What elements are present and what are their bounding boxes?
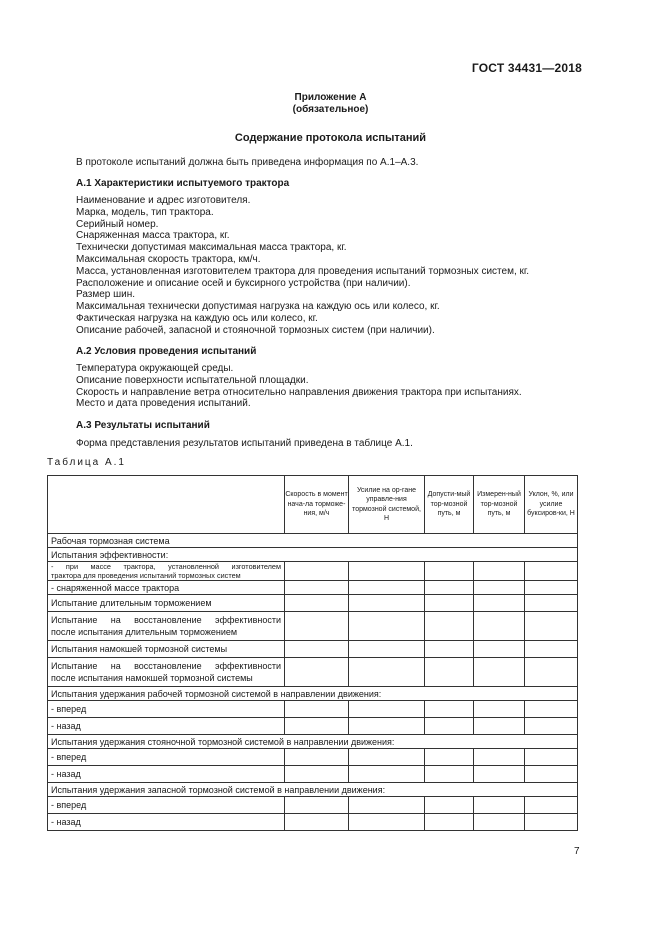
row-label: - снаряженной массе трактора (48, 581, 285, 595)
data-cell (525, 814, 578, 831)
data-cell (474, 562, 525, 581)
data-cell (425, 749, 474, 766)
table-row (48, 658, 578, 687)
data-cell (425, 718, 474, 735)
data-cell (474, 701, 525, 718)
data-cell (349, 701, 425, 718)
column-header: Уклон, %, или усилие буксиров-ки, Н (525, 476, 578, 534)
table-row (48, 701, 578, 718)
column-header: Усилие на ор-гане управле-ния тормозной системой, Н (349, 476, 425, 534)
data-cell (349, 797, 425, 814)
data-cell (285, 641, 349, 658)
data-cell (349, 562, 425, 581)
table-row (48, 718, 578, 735)
section-a2-heading: А.2 Условия проведения испытаний (76, 346, 257, 357)
data-cell (425, 814, 474, 831)
data-cell (425, 612, 474, 641)
data-cell (285, 595, 349, 612)
data-cell (525, 641, 578, 658)
list-item: Фактическая нагрузка на каждую ось или колесо, кг. (76, 312, 318, 324)
data-cell (285, 766, 349, 783)
data-cell (525, 562, 578, 581)
data-cell (349, 581, 425, 595)
list-item: Масса, установленная изготовителем трактора для проведения испытаний тормозных систем, кг. (76, 265, 530, 277)
data-cell (349, 612, 425, 641)
data-cell (525, 612, 578, 641)
table-row (48, 783, 578, 797)
data-cell (525, 718, 578, 735)
list-item: Скорость и направление ветра относительно направления движения трактора при испытаниях. (76, 386, 522, 398)
data-cell (425, 581, 474, 595)
data-cell (525, 581, 578, 595)
data-cell (525, 658, 578, 687)
data-cell (285, 797, 349, 814)
data-cell (425, 658, 474, 687)
data-cell (474, 814, 525, 831)
row-label (48, 562, 285, 581)
table-header-row (48, 476, 578, 534)
data-cell (285, 658, 349, 687)
data-cell (474, 612, 525, 641)
table-row (48, 814, 578, 831)
table-header-corner (48, 476, 285, 534)
data-cell (349, 766, 425, 783)
intro-paragraph: В протоколе испытаний должна быть приведена информация по А.1–А.3. (76, 157, 419, 168)
list-item: Снаряженная масса трактора, кг. (76, 230, 230, 242)
row-label: - вперед (48, 797, 285, 814)
data-cell (285, 562, 349, 581)
row-label: Испытание длительным торможением (48, 595, 285, 612)
table-row (48, 595, 578, 612)
results-table (47, 475, 578, 831)
document-title: Содержание протокола испытаний (234, 132, 427, 144)
table-row (48, 687, 578, 701)
row-label (48, 658, 285, 687)
data-cell (349, 718, 425, 735)
data-cell (285, 749, 349, 766)
data-cell (474, 718, 525, 735)
data-cell (525, 749, 578, 766)
table-section-label: Испытания удержания стояночной тормозной системой в направлении движения: (48, 735, 578, 749)
data-cell (425, 701, 474, 718)
column-header: Измерен-ный тор-мозной путь, м (474, 476, 525, 534)
data-cell (425, 595, 474, 612)
column-header: Скорость в момент нача-ла торможе-ния, м/ч (285, 476, 349, 534)
data-cell (474, 797, 525, 814)
data-cell (525, 797, 578, 814)
row-label (48, 612, 285, 641)
data-cell (349, 658, 425, 687)
section-a3-text: Форма представления результатов испытаний приведена в таблице А.1. (76, 438, 413, 449)
data-cell (285, 612, 349, 641)
list-item: Температура окружающей среды. (76, 363, 234, 374)
section-a1-heading: А.1 Характеристики испытуемого трактора (76, 178, 290, 189)
list-item: Серийный номер. (76, 218, 159, 230)
standard-code: ГОСТ 34431—2018 (471, 61, 582, 75)
section-a3-heading: А.3 Результаты испытаний (76, 420, 210, 431)
row-label-line: Испытание на восстановление эффективности (51, 615, 281, 625)
data-cell (525, 701, 578, 718)
table-row (48, 766, 578, 783)
row-label: - вперед (48, 749, 285, 766)
data-cell (474, 658, 525, 687)
table-row (48, 562, 578, 581)
row-label-line: - при массе трактора, установленной изготовителем (51, 562, 281, 571)
column-header: Допусти-мый тор-мозной путь, м (425, 476, 474, 534)
data-cell (285, 701, 349, 718)
row-label-line: после испытания намокшей тормозной системы (51, 673, 253, 683)
data-cell (425, 562, 474, 581)
row-label: - вперед (48, 701, 285, 718)
table-row (48, 735, 578, 749)
list-item: Марка, модель, тип трактора. (76, 206, 214, 218)
annex-title: Приложение А (294, 92, 367, 103)
data-cell (285, 581, 349, 595)
table-row (48, 534, 578, 548)
data-cell (474, 595, 525, 612)
table-section-label: Испытания эффективности: (48, 548, 578, 562)
table-row (48, 641, 578, 658)
list-item: Максимальная скорость трактора, км/ч. (76, 253, 261, 265)
row-label: - назад (48, 766, 285, 783)
table-row (48, 797, 578, 814)
data-cell (474, 749, 525, 766)
table-label: Таблица А.1 (47, 457, 126, 468)
data-cell (349, 641, 425, 658)
table-row (48, 548, 578, 562)
data-cell (349, 595, 425, 612)
data-cell (474, 641, 525, 658)
list-item: Расположение и описание осей и буксирного устройства (при наличии). (76, 277, 411, 289)
data-cell (425, 641, 474, 658)
table-section-label: Испытания удержания запасной тормозной системой в направлении движения: (48, 783, 578, 797)
list-item: Максимальная технически допустимая нагрузка на каждую ось или колесо, кг. (76, 301, 440, 313)
data-cell (525, 595, 578, 612)
table-section-label: Рабочая тормозная система (48, 534, 578, 548)
data-cell (425, 766, 474, 783)
row-label-line: Испытание на восстановление эффективности (51, 661, 281, 671)
data-cell (474, 766, 525, 783)
list-item: Описание рабочей, запасной и стояночной тормозных систем (при наличии). (76, 324, 435, 336)
row-label: - назад (48, 718, 285, 735)
page-number: 7 (574, 846, 580, 857)
list-item: Размер шин. (76, 289, 136, 301)
table-section-label: Испытания удержания рабочей тормозной системой в направлении движения: (48, 687, 578, 701)
data-cell (425, 797, 474, 814)
data-cell (349, 814, 425, 831)
row-label-line: после испытания длительным торможением (51, 627, 238, 637)
data-cell (525, 766, 578, 783)
list-item: Описание поверхности испытательной площадки. (76, 374, 309, 386)
table-row (48, 749, 578, 766)
annex-status: (обязательное) (292, 104, 369, 115)
data-cell (285, 718, 349, 735)
list-item: Место и дата проведения испытаний. (76, 398, 251, 410)
row-label: Испытания намокшей тормозной системы (48, 641, 285, 658)
list-item: Наименование и адрес изготовителя. (76, 195, 251, 206)
data-cell (349, 749, 425, 766)
table-row (48, 581, 578, 595)
data-cell (285, 814, 349, 831)
data-cell (474, 581, 525, 595)
table-row (48, 612, 578, 641)
row-label-line: трактора для проведения испытаний тормозных систем (51, 571, 241, 580)
row-label: - назад (48, 814, 285, 831)
section-a2-list (76, 363, 522, 410)
list-item: Технически допустимая максимальная масса трактора, кг. (76, 242, 347, 254)
section-a1-list (76, 195, 529, 337)
